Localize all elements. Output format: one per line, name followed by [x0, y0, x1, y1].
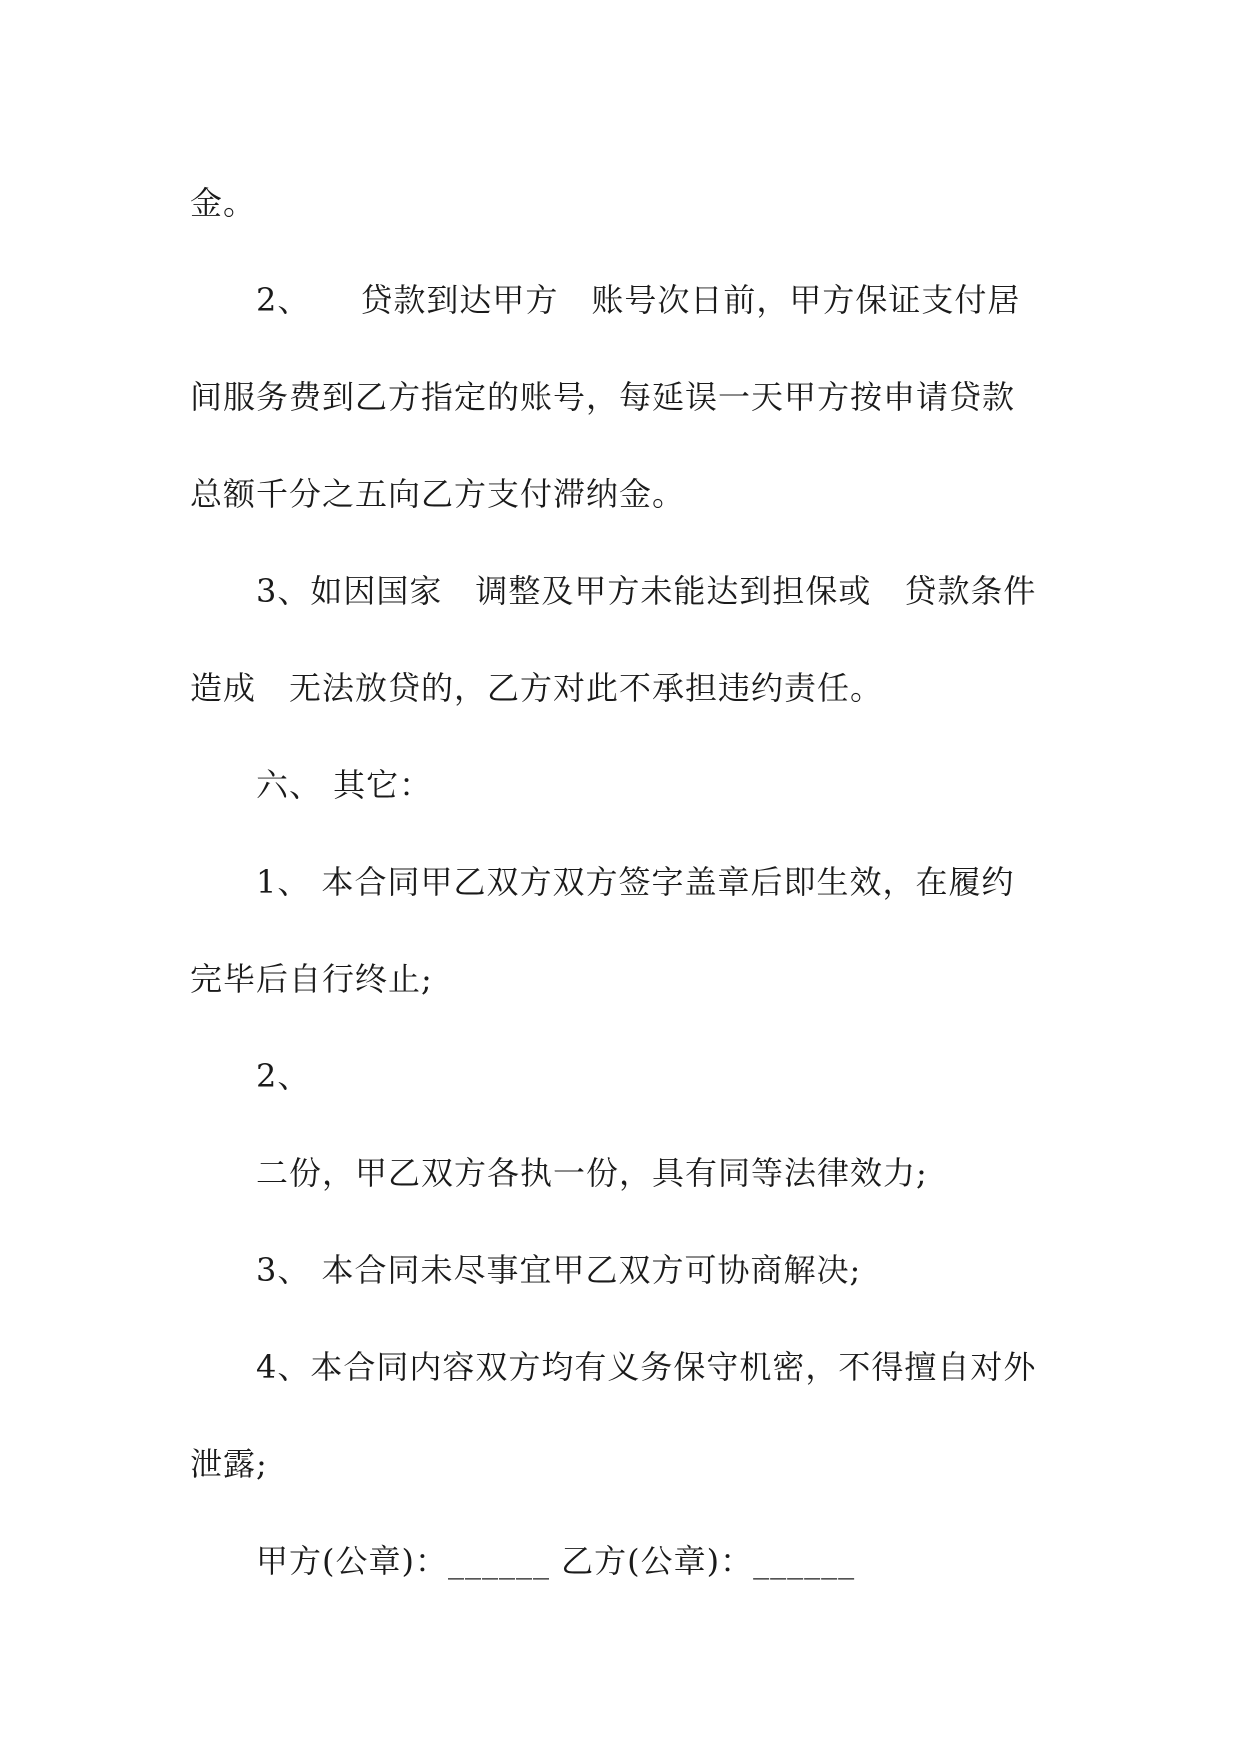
- text-line-1: 金。: [190, 184, 257, 222]
- text-line-12: 3、 本合同未尽事宜甲乙双方可协商解决;: [256, 1251, 862, 1289]
- text-line-3: 间服务费到乙方指定的账号，每延误一天甲方按申请贷款: [190, 378, 1016, 416]
- text-line-13: 4、本合同内容双方均有义务保守机密，不得擅自对外: [256, 1348, 1037, 1386]
- signature-line: 甲方(公章)：______ 乙方(公章)：______: [256, 1542, 856, 1580]
- text-line-4: 总额千分之五向乙方支付滞纳金。: [190, 475, 686, 513]
- text-line-5: 3、如因国家 调整及甲方未能达到担保或 贷款条件: [256, 572, 1037, 610]
- text-line-8: 1、 本合同甲乙双方双方签字盖章后即生效，在履约: [256, 863, 1015, 901]
- text-line-2: 2、 贷款到达甲方 账号次日前，甲方保证支付居: [256, 281, 1021, 319]
- section-heading: 六、 其它：: [256, 766, 433, 804]
- text-line-9: 完毕后自行终止;: [190, 960, 433, 998]
- text-line-6: 造成 无法放贷的，乙方对此不承担违约责任。: [190, 669, 884, 707]
- text-line-11: 二份，甲乙双方各执一份，具有同等法律效力;: [256, 1154, 928, 1192]
- text-line-10: 2、: [256, 1057, 311, 1095]
- text-line-14: 泄露;: [190, 1445, 268, 1483]
